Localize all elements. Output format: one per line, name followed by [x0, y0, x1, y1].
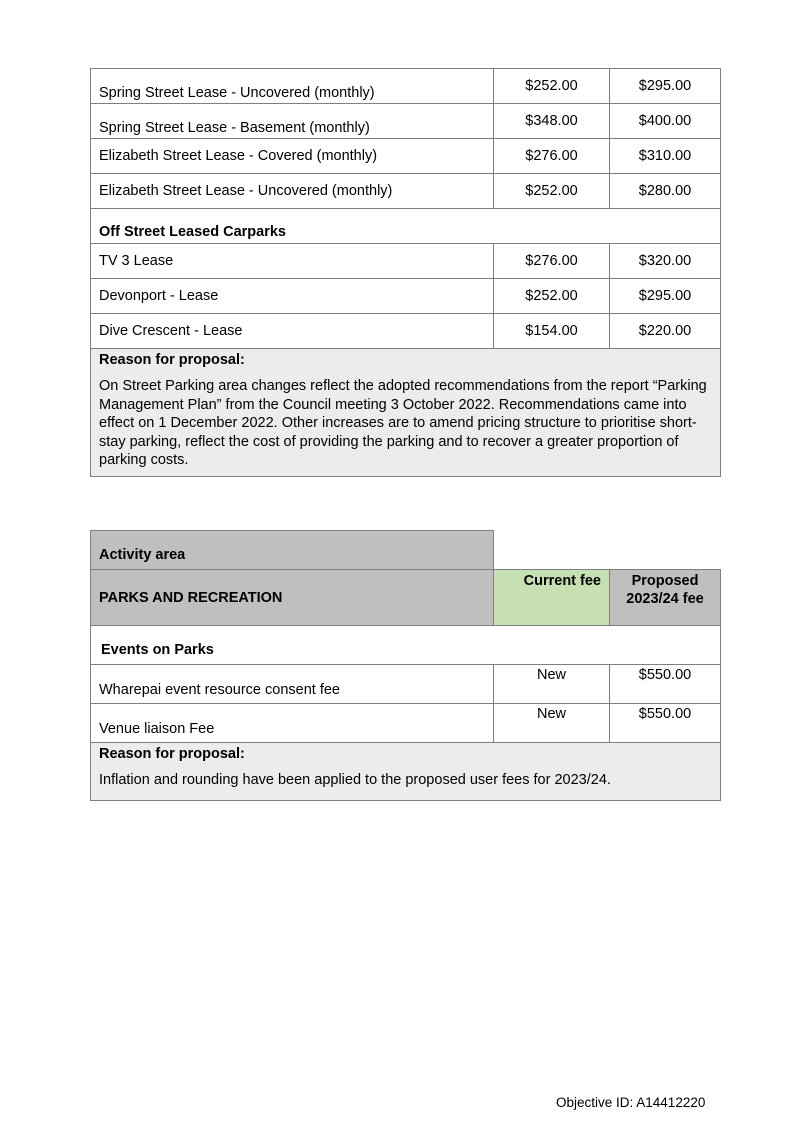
row-label: Wharepai event resource consent fee: [91, 665, 494, 704]
proposed-fee: $295.00: [610, 69, 721, 104]
proposed-fee: $550.00: [610, 665, 721, 704]
table-row: [91, 279, 721, 314]
activity-name: PARKS AND RECREATION: [91, 570, 494, 626]
current-fee: $276.00: [494, 244, 610, 279]
col-proposed-fee: Proposed 2023/24 fee: [610, 570, 721, 626]
reason-cell: [91, 743, 721, 801]
table-row: [91, 244, 721, 279]
table-row: [91, 665, 721, 704]
section-heading-row: [91, 626, 721, 665]
reason-text: On Street Parking area changes reflect the adopted recommendations from the report “Parking Management Plan” from the Council meeting 3 October 2022. Recommendations came into effect on 1 December 2022. Other increases are to amend pricing structure to prioritise short-stay parking, reflect the cost of providing the parking and to recover a greater proportion of parking costs.: [99, 378, 707, 468]
table-row: [91, 139, 721, 174]
proposed-fee: $320.00: [610, 244, 721, 279]
proposed-fee: $400.00: [610, 104, 721, 139]
section-heading: Events on Parks: [91, 626, 721, 665]
activity-row: [91, 531, 721, 570]
proposed-fee: $280.00: [610, 174, 721, 209]
activity-label: Activity area: [91, 531, 494, 570]
current-fee: $252.00: [494, 174, 610, 209]
reason-cell: [91, 349, 721, 477]
table-row: [91, 314, 721, 349]
row-label: Elizabeth Street Lease - Uncovered (monthly): [91, 174, 494, 209]
section-heading-row: [91, 209, 721, 244]
reason-heading: Reason for proposal:: [99, 746, 245, 762]
current-fee: $154.00: [494, 314, 610, 349]
table-row: [91, 104, 721, 139]
blank-cell: [494, 531, 721, 570]
proposed-fee: $550.00: [610, 704, 721, 743]
current-fee: New: [494, 704, 610, 743]
objective-id: Objective ID: A14412220: [556, 1095, 706, 1110]
row-label: Spring Street Lease - Basement (monthly): [91, 104, 494, 139]
proposed-fee: $295.00: [610, 279, 721, 314]
row-label: Dive Crescent - Lease: [91, 314, 494, 349]
col-current-fee: Current fee: [494, 570, 610, 626]
reason-row: [91, 743, 721, 801]
parks-fees-table: [90, 530, 721, 801]
row-label: Elizabeth Street Lease - Covered (monthly): [91, 139, 494, 174]
current-fee: $252.00: [494, 69, 610, 104]
row-label: TV 3 Lease: [91, 244, 494, 279]
current-fee: $252.00: [494, 279, 610, 314]
reason-text: Inflation and rounding have been applied to the proposed user fees for 2023/24.: [99, 772, 611, 788]
table-row: [91, 704, 721, 743]
row-label: Spring Street Lease - Uncovered (monthly): [91, 69, 494, 104]
parking-fees-table: [90, 68, 721, 477]
current-fee: $276.00: [494, 139, 610, 174]
reason-heading: Reason for proposal:: [99, 352, 245, 368]
proposed-fee: $310.00: [610, 139, 721, 174]
header-row: [91, 570, 721, 626]
table-row: [91, 69, 721, 104]
table-row: [91, 174, 721, 209]
current-fee: New: [494, 665, 610, 704]
proposed-fee: $220.00: [610, 314, 721, 349]
current-fee: $348.00: [494, 104, 610, 139]
reason-row: [91, 349, 721, 477]
row-label: Venue liaison Fee: [91, 704, 494, 743]
row-label: Devonport - Lease: [91, 279, 494, 314]
section-heading: Off Street Leased Carparks: [91, 209, 721, 244]
